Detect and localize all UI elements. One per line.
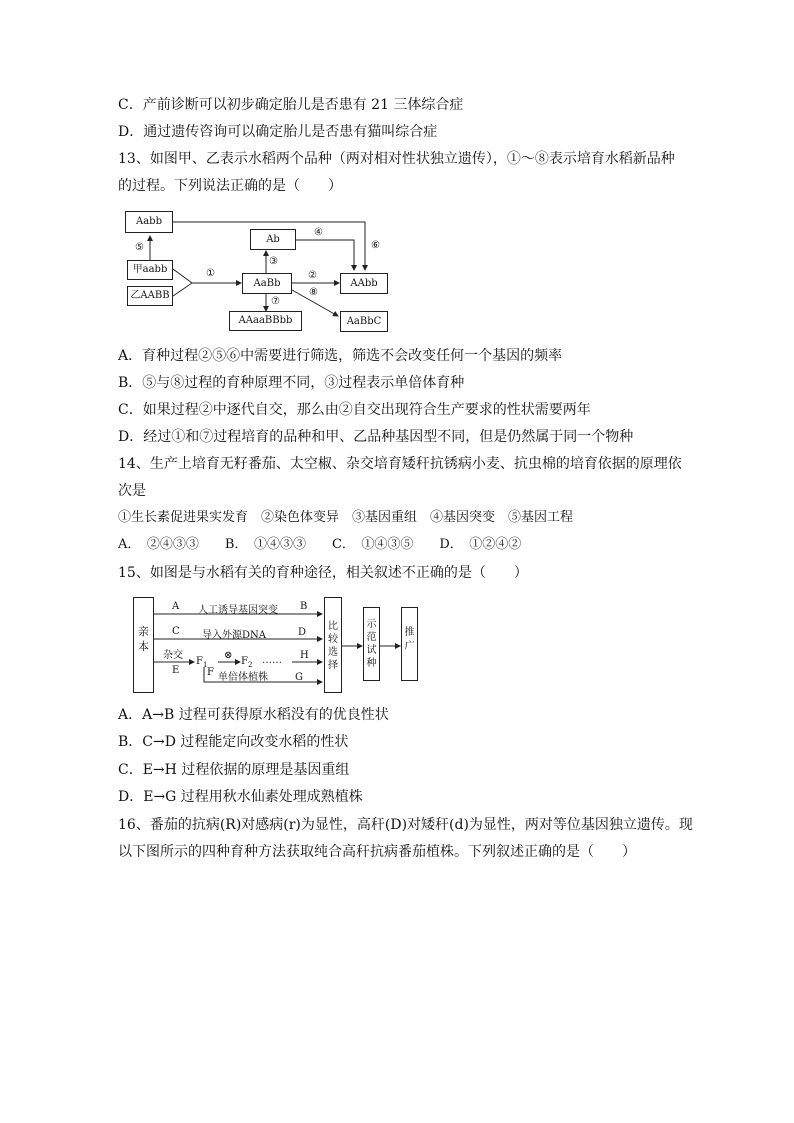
q12-option-c: C．产前诊断可以初步确定胎儿是否患有 21 三体综合症: [118, 97, 464, 113]
label-4: ④: [314, 227, 323, 238]
box-aabb-result: AAbb: [340, 273, 388, 294]
label-a: A: [172, 601, 180, 612]
label-h: H: [300, 650, 309, 661]
q13-stem-line2: 的过程。下列说法正确的是（ ）: [118, 178, 342, 194]
box-jia: 甲aabb: [127, 260, 173, 280]
q15-option-c: C．E→H 过程依据的原理是基因重组: [118, 762, 350, 778]
box-ab: Ab: [250, 229, 296, 250]
self-cross-symbol: ⊗: [224, 650, 233, 661]
f2-label: $F_2$: [241, 656, 253, 669]
q13-option-d: D．经过①和⑦过程培育的品种和甲、乙品种基因型不同，但是仍然属于同一个物种: [118, 429, 634, 445]
q14-options: A． ②④③③ B． ①④③③ C． ①④③⑤ D． ①②④②: [118, 537, 522, 552]
label-3: ③: [269, 256, 278, 267]
q14-stem-line1: 14、生产上培育无籽番茄、太空椒、杂交培育矮秆抗锈病小麦、抗虫棉的培育依据的原理依: [118, 456, 682, 472]
q12-option-d: D．通过遗传咨询可以确定胎儿是否患有猫叫综合症: [118, 124, 438, 140]
label-e: E: [172, 665, 180, 676]
box-yi: 乙AABB: [127, 286, 173, 306]
label-2: ②: [308, 270, 317, 281]
cross-text: 杂交: [163, 650, 183, 661]
row1-text: 人工诱导基因突变: [198, 605, 278, 616]
label-f: F: [207, 667, 214, 678]
q13-stem-line1: 13、如图甲、乙表示水稻两个品种（两对相对性状独立遗传），①～⑧表示培育水稻新品种: [118, 151, 675, 167]
dots: ……: [262, 655, 282, 666]
q15-option-a: A．A→B 过程可获得原水稻没有的优良性状: [118, 707, 389, 723]
label-7: ⑦: [271, 296, 280, 307]
demo-box: [363, 607, 380, 681]
compare-label: 比较选择: [328, 621, 338, 671]
q16-stem-line2: 以下图所示的四种育种方法获取纯合高秆抗病番茄植株。下列叙述正确的是（ ）: [118, 844, 636, 860]
box-aabbc: AaBbC: [340, 311, 388, 332]
label-6: ⑥: [371, 240, 380, 251]
row2-text: 导入外源DNA: [202, 630, 266, 641]
parent-label: 亲本: [138, 625, 149, 653]
compare-box: [324, 597, 342, 693]
promote-label: 推广: [404, 627, 415, 652]
q13-option-b: B．⑤与⑧过程的育种原理不同，③过程表示单倍体育种: [118, 375, 465, 391]
q15-option-d: D．E→G 过程用秋水仙素处理成熟植株: [118, 789, 363, 805]
label-8: ⑧: [309, 287, 318, 298]
q15-option-b: B．C→D 过程能定向改变水稻的性状: [118, 734, 349, 750]
box-aaaabbbb: AAaaBBbb: [229, 311, 302, 331]
label-1: ①: [206, 268, 215, 279]
demo-label: 示范试种: [366, 619, 377, 669]
q14-stem-line2: 次是: [118, 483, 146, 499]
parent-box: [133, 597, 154, 693]
f1-label: $F_1$: [196, 656, 208, 669]
q13-option-c: C．如果过程②中逐代自交，那么由②自交出现符合生产要求的性状需要两年: [118, 402, 591, 418]
q15-stem: 15、如图是与水稻有关的育种途径，相关叙述不正确的是（ ）: [118, 565, 528, 581]
label-c: C: [172, 626, 180, 637]
label-b: B: [300, 601, 308, 612]
q13-option-a: A．育种过程②⑤⑥中需要进行筛选，筛选不会改变任何一个基因的频率: [118, 348, 563, 364]
promote-box: [401, 607, 418, 681]
haploid-text: 单倍体植株: [218, 672, 268, 683]
label-d: D: [298, 627, 307, 638]
label-5: ⑤: [135, 242, 144, 253]
q16-stem-line1: 16、番茄的抗病(R)对感病(r)为显性，高秆(D)对矮秆(d)为显性，两对等位基因独立遗传。现: [118, 817, 693, 833]
box-aabb-center: AaBb: [242, 273, 292, 294]
label-g: G: [295, 672, 303, 683]
box-aabb-top: Aabb: [125, 211, 173, 233]
q14-principles: ①生长素促进果实发育 ②染色体变异 ③基因重组 ④基因突变 ⑤基因工程: [118, 510, 574, 525]
